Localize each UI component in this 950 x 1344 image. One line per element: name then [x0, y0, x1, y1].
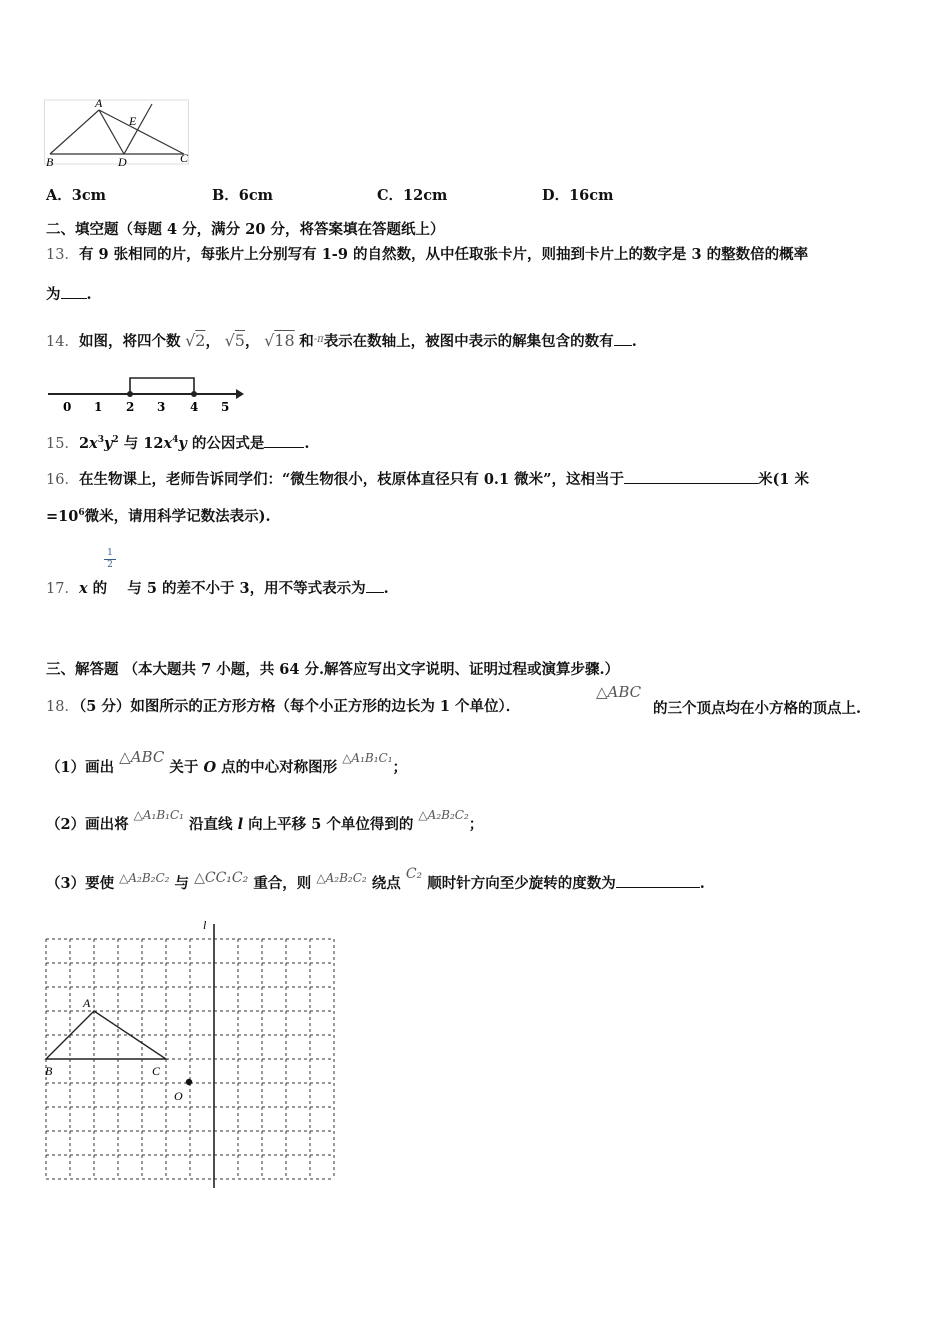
question-16-line2: $=10^6$微米，请用科学记数法表示). — [46, 508, 271, 525]
tick-1: 1 — [94, 400, 103, 414]
point-o — [186, 1079, 192, 1085]
tick-5: 5 — [221, 400, 230, 414]
label-c: C — [152, 1064, 161, 1078]
endpoint-2 — [127, 391, 133, 397]
q18-1-tri-a1b1c1: △A₁B₁C₁ — [342, 751, 393, 765]
question-18: 18．（5 分）如图所示的正方形方格（每个小正方形的边长为 1 个单位）． — [46, 698, 521, 715]
q18-3-tri-a2b2c2-b: △A₂B₂C₂ — [316, 871, 367, 885]
sqrt-2: √2 — [185, 331, 206, 350]
tick-2: 2 — [126, 400, 135, 414]
question-14: 14．如图，将四个数 √2， √5， √18 和$^{-\pi}$表示在数轴上，被图中表示的解集包含的数有 . — [46, 331, 637, 350]
label-d: D — [118, 155, 127, 168]
label-o: O — [174, 1089, 183, 1103]
q18-2-tri-a1b1c1: △A₁B₁C₁ — [133, 808, 184, 822]
answer-blank-17[interactable] — [366, 578, 384, 593]
answer-blank-18-3[interactable] — [616, 873, 700, 888]
option-c[interactable]: C．12cm — [377, 187, 448, 204]
answer-blank-15[interactable] — [264, 433, 304, 448]
solution-bracket — [130, 378, 194, 394]
q18-triangle-abc: △ABC — [596, 683, 642, 701]
sqrt-5: √5 — [224, 331, 245, 350]
label-a: A — [83, 996, 91, 1010]
label-l: l — [203, 918, 207, 932]
question-15: 15．$2x^3y^2$ 与 $12x^4y$ 的公因式是 . — [46, 435, 310, 452]
answer-blank-14[interactable] — [614, 331, 632, 346]
option-b[interactable]: B．6cm — [212, 187, 274, 204]
segment-de-extended — [124, 104, 152, 154]
number-line-figure — [44, 370, 249, 416]
tick-0: 0 — [63, 400, 72, 414]
question-18-3: （3）要使 $^{\triangle A_2B_2C_2}$ 与 △CC₁C₂ 重合，则 $^{\triangle A_2B_2C_2}$ 绕点 C₂ 顺时针方向至少旋转的度数为 . — [46, 866, 705, 892]
tick-3: 3 — [157, 400, 166, 414]
question-18-2: （2）画出将 $^{\triangle A_1B_1C_1}$ 沿直线 l 向上平移 5 个单位得到的 $^{\triangle A_2B_2C_2}$； — [46, 808, 484, 833]
q18-3-tri-cc1c2: △CC₁C₂ — [194, 870, 249, 886]
triangle-figure — [44, 96, 194, 168]
grid-figure — [40, 912, 340, 1192]
q18-1-tri-abc: △ABC — [119, 748, 165, 766]
label-e: E — [129, 114, 137, 128]
question-13-line2: 为 . — [46, 286, 92, 303]
section2-title: 二、填空题（每题 4 分，满分 20 分，将答案填在答题纸上） — [46, 221, 445, 238]
question-13: 13．有 9 张相同的片，每张片上分别写有 1-9 的自然数，从中任取张卡片，则抽到卡片上的数字是 3 的整数倍的概率 — [46, 246, 809, 263]
label-c: C — [180, 151, 189, 165]
q18-3-tri-a2b2c2: △A₂B₂C₂ — [119, 871, 170, 885]
label-b: B — [46, 155, 54, 168]
q17-fraction: 1 2 — [104, 548, 116, 571]
q18-3-point-c2: C₂ — [405, 866, 423, 882]
sqrt-18: √18 — [264, 331, 295, 350]
option-a[interactable]: A．3cm — [46, 187, 107, 204]
question-17: 17．x 的 与 5 的差不小于 3，用不等式表示为 . — [46, 580, 389, 597]
axis-arrow — [236, 389, 244, 399]
answer-blank-13[interactable] — [61, 284, 87, 299]
endpoint-4 — [191, 391, 197, 397]
label-b: B — [45, 1064, 53, 1078]
answer-blank-16[interactable] — [624, 469, 758, 484]
segment-ab — [50, 110, 99, 154]
tick-4: 4 — [190, 400, 199, 414]
option-d[interactable]: D．16cm — [542, 187, 614, 204]
label-a: A — [95, 96, 103, 110]
question-16: 16．在生物课上，老师告诉同学们：“微生物很小，枝原体直径只有 0.1 微米”，这相当于 米(1 米 — [46, 471, 809, 488]
neg-pi: -π — [313, 334, 324, 345]
question-18-1: （1）画出 △ABC 关于 O 点的中心对称图形 $^{\triangle A_1B_1C_1}$； — [46, 748, 408, 776]
section3-title: 三、解答题 （本大题共 7 小题，共 64 分.解答应写出文字说明、证明过程或演算步骤.） — [46, 661, 620, 678]
q18-2-tri-a2b2c2: △A₂B₂C₂ — [418, 808, 469, 822]
q18-tail: 的三个顶点均在小方格的顶点上. — [653, 700, 862, 717]
